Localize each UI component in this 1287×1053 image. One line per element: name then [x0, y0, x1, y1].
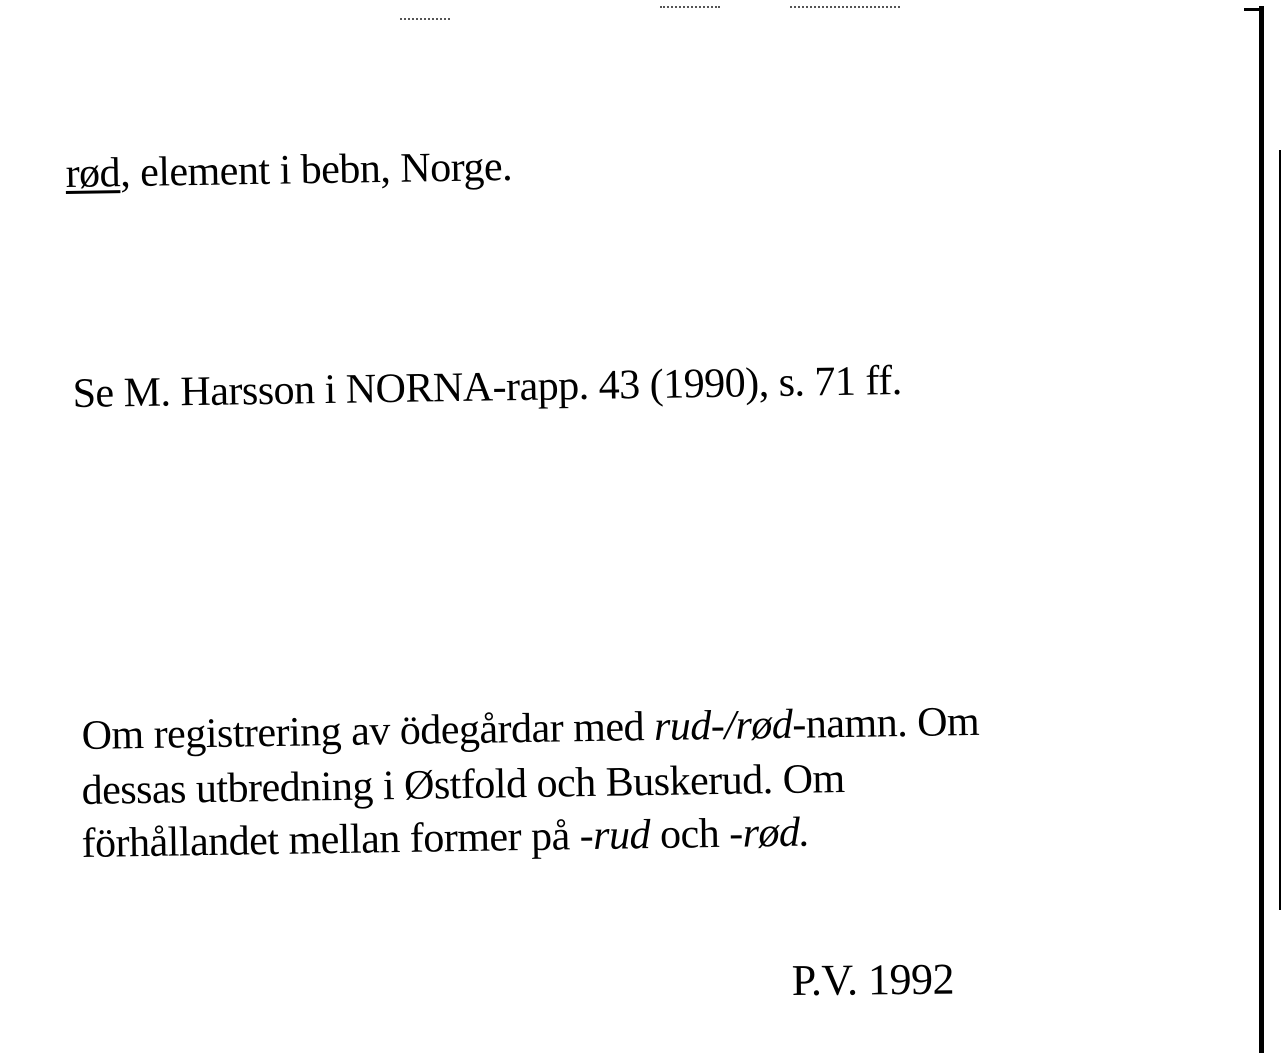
- scan-edge-thin: [1279, 150, 1281, 910]
- scan-dots: [790, 6, 900, 10]
- headword-line: [65, 143, 512, 198]
- headword-gloss: , element i bebn, Norge.: [119, 143, 513, 197]
- summary-text: förhållandet mellan former på: [81, 813, 581, 868]
- headword: rød: [65, 150, 121, 198]
- scan-dots: [400, 18, 450, 22]
- summary-italic: -rød.: [728, 809, 810, 857]
- summary-line-2: dessas utbredning i Østfold och Buskerud. Om: [81, 756, 845, 815]
- signature: P.V. 1992: [791, 954, 955, 1006]
- scan-edge-right: [1259, 6, 1264, 1053]
- summary-text: -namn. Om: [791, 698, 980, 748]
- summary-line-3: [81, 809, 810, 868]
- summary-text: Om registrering av ödegårdar med: [81, 704, 655, 760]
- summary-italic: -rud: [579, 812, 651, 860]
- reference-line: Se M. Harsson i NORNA-rapp. 43 (1990), s. 71 ff.: [72, 357, 903, 418]
- summary-text: och: [649, 810, 730, 859]
- summary-italic: rud-/rød: [653, 701, 793, 751]
- scan-dots: [660, 6, 720, 10]
- scan-edge-tick: [1244, 8, 1262, 11]
- summary-line-1: [81, 698, 979, 760]
